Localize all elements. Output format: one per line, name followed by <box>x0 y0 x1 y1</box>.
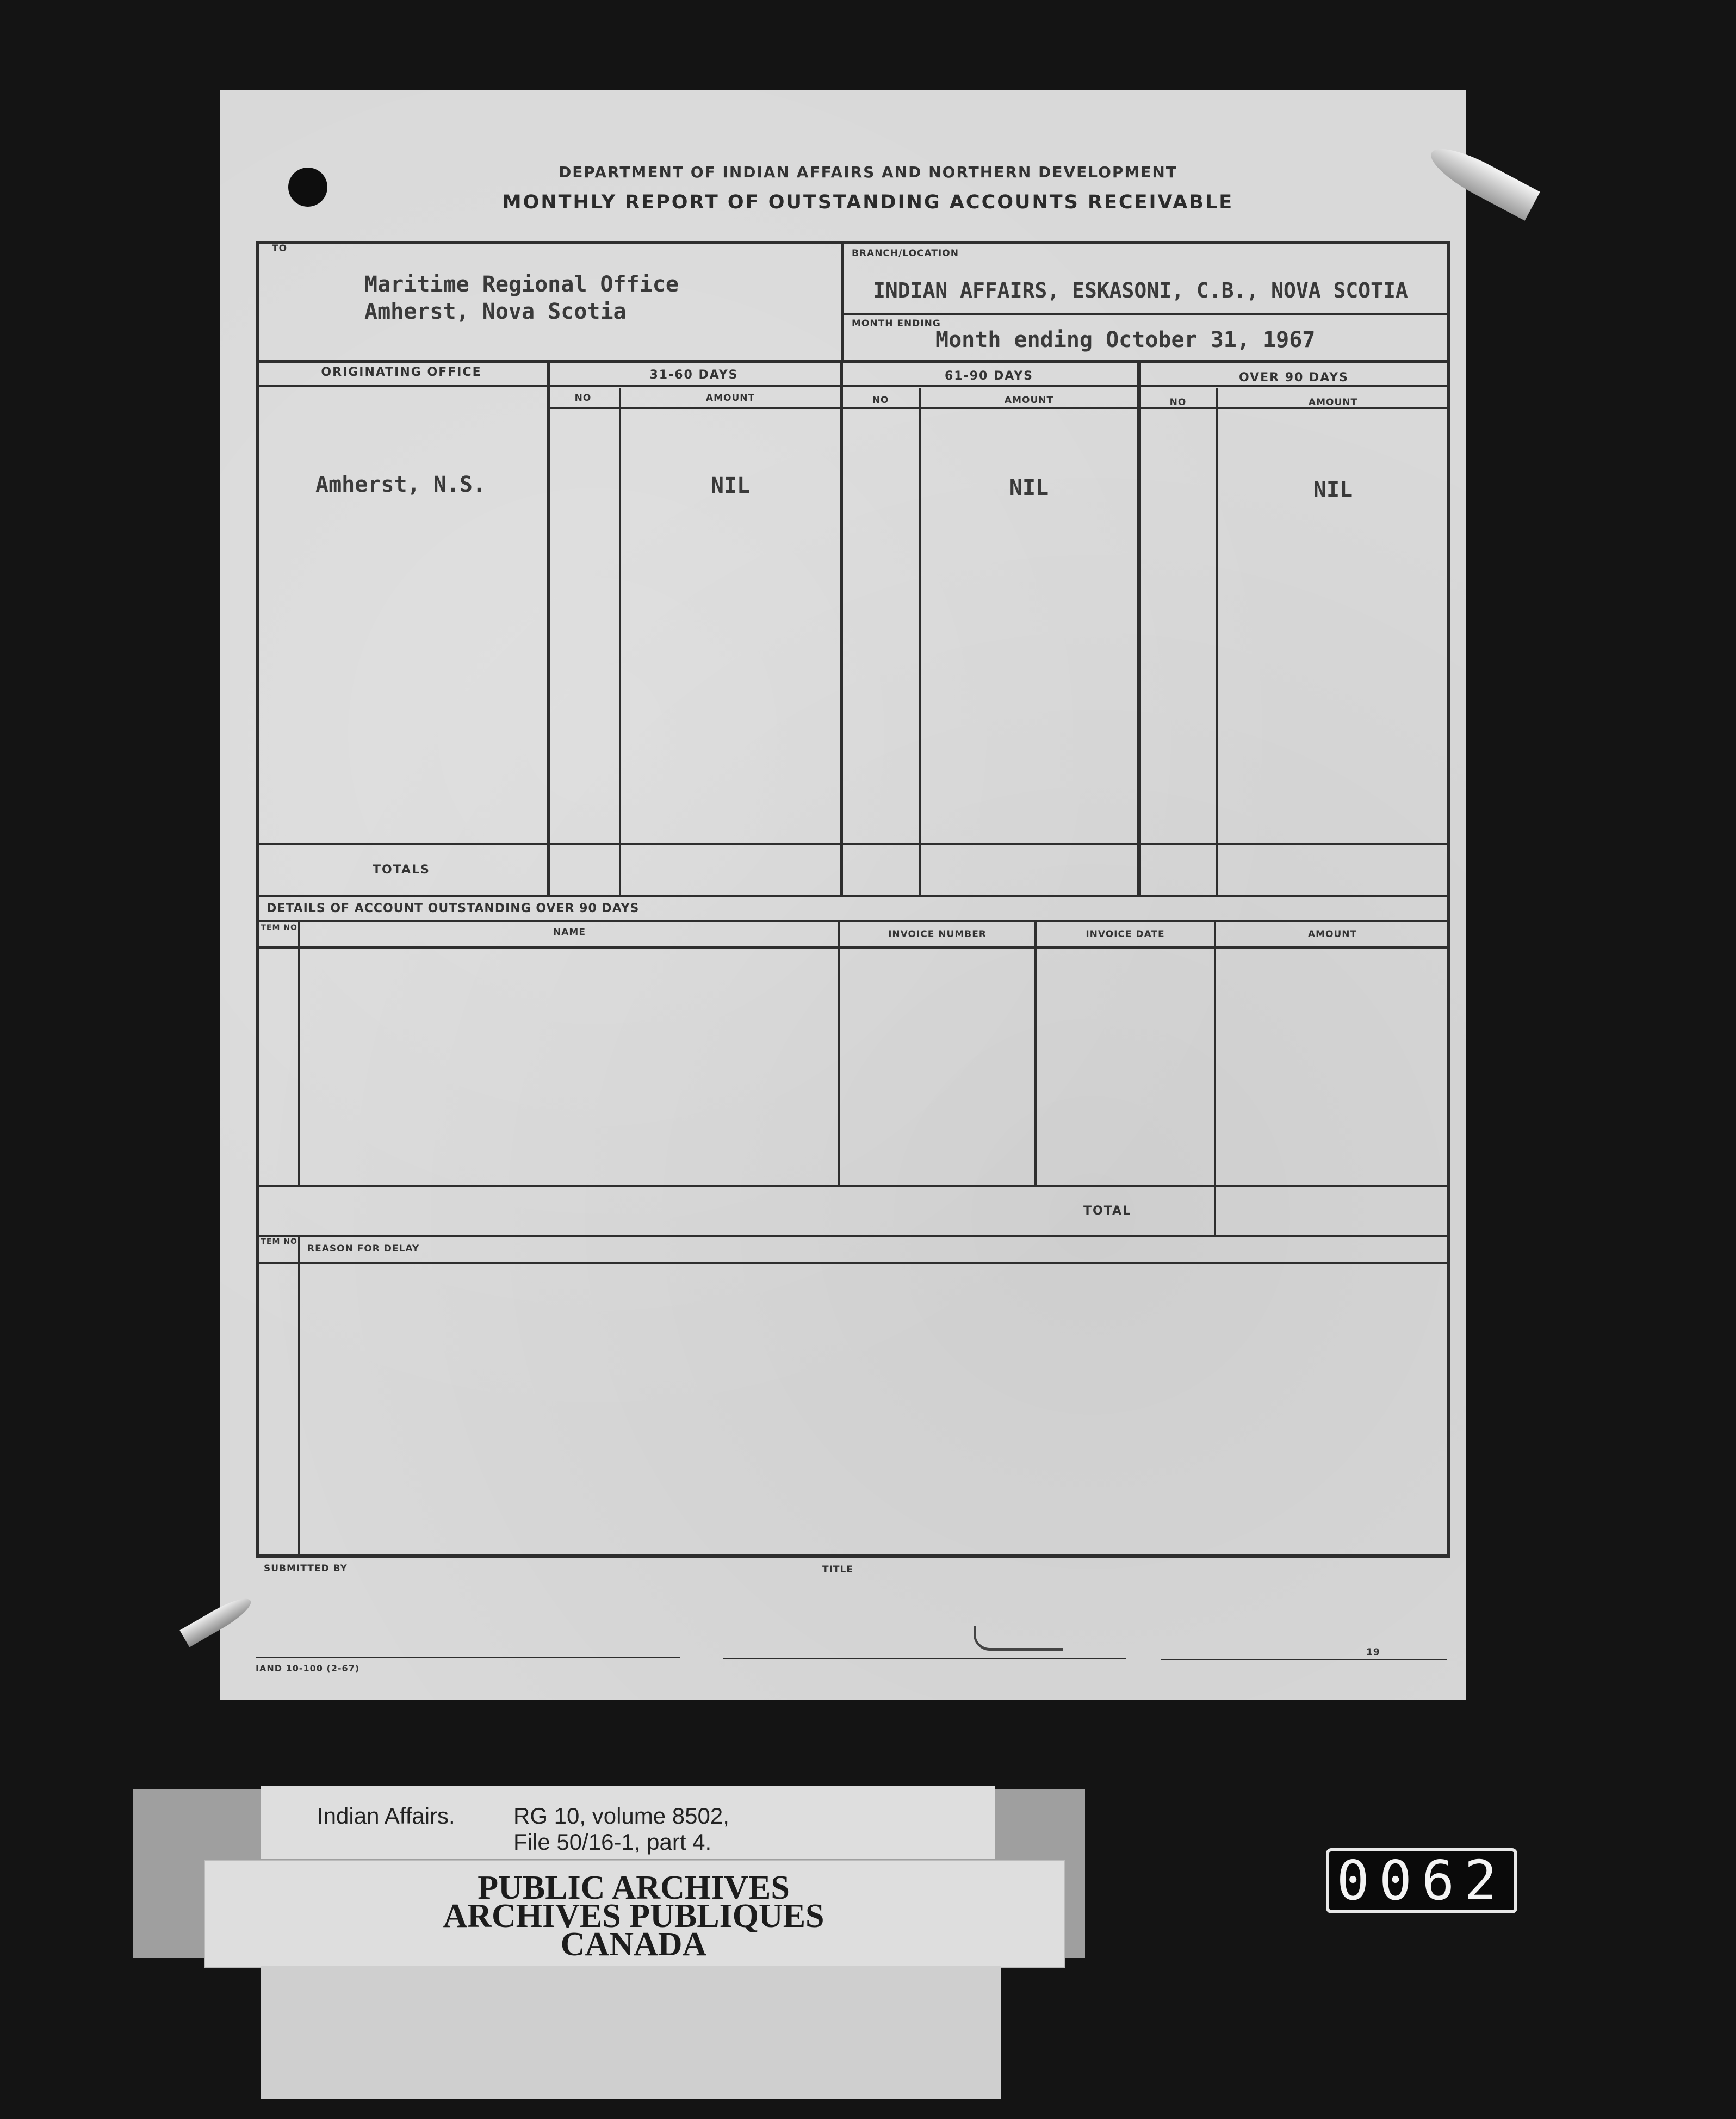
divider <box>298 920 300 1187</box>
originating-office-header: ORIGINATING OFFICE <box>321 365 482 379</box>
divider <box>256 1235 1450 1237</box>
year-prefix: 19 <box>1366 1647 1380 1658</box>
archive-reference-line-2: File 50/16-1, part 4. <box>513 1829 712 1855</box>
divider <box>619 388 621 896</box>
over-90-days-header: OVER 90 DAYS <box>1239 371 1349 385</box>
reason-for-delay-header: REASON FOR DELAY <box>307 1243 420 1254</box>
to-line-1: Maritime Regional Office <box>364 272 679 297</box>
archive-label-tail <box>261 1966 1001 2099</box>
details-title: DETAILS OF ACCOUNT OUTSTANDING OVER 90 DAYS <box>266 902 640 915</box>
divider <box>919 388 921 896</box>
divider <box>256 360 1450 363</box>
divider <box>1216 388 1218 896</box>
details-total-label: TOTAL <box>1083 1204 1132 1218</box>
signature-line <box>256 1657 680 1658</box>
divider <box>256 385 1450 387</box>
submitted-by-label: SUBMITTED BY <box>264 1563 348 1574</box>
amount-header-over-90: AMOUNT <box>1308 397 1358 408</box>
originating-office-value: Amherst, N.S. <box>315 472 486 497</box>
month-ending-value: Month ending October 31, 1967 <box>935 327 1316 352</box>
divider <box>256 1185 1450 1187</box>
month-ending-label: MONTH ENDING <box>852 318 941 329</box>
form-border-right <box>1447 241 1450 1557</box>
divider <box>841 313 1449 315</box>
divider <box>256 895 1450 897</box>
branch-value: INDIAN AFFAIRS, ESKASONI, C.B., NOVA SCOTIA <box>873 278 1408 302</box>
signature-mark <box>974 1626 1063 1651</box>
divider <box>298 1235 300 1556</box>
no-header-over-90: NO <box>1169 397 1187 408</box>
divider <box>838 920 840 1187</box>
form-border-top <box>258 241 1449 244</box>
divider <box>1137 360 1141 896</box>
to-line-2: Amherst, Nova Scotia <box>364 299 627 324</box>
department-heading: DEPARTMENT OF INDIAN AFFAIRS AND NORTHERN DEVELOPMENT <box>559 163 1177 181</box>
form-border-bottom <box>256 1554 1450 1558</box>
invoice-number-header: INVOICE NUMBER <box>888 929 987 940</box>
invoice-date-header: INVOICE DATE <box>1086 929 1165 940</box>
days-61-90-header: 61-90 DAYS <box>945 369 1033 383</box>
archive-reference-line-1: RG 10, volume 8502, <box>513 1803 729 1829</box>
divider <box>1034 920 1037 1187</box>
delay-item-no-header: ITEM NO <box>257 1237 297 1246</box>
divider <box>256 1262 1450 1264</box>
totals-label: TOTALS <box>373 863 430 877</box>
archive-source: Indian Affairs. <box>317 1803 455 1829</box>
divider <box>840 360 843 896</box>
no-header-31-60: NO <box>574 393 592 404</box>
to-label: TO <box>272 243 288 254</box>
details-item-no-header: ITEM NO <box>257 924 297 932</box>
divider <box>841 241 844 362</box>
details-amount-header: AMOUNT <box>1307 929 1357 940</box>
archive-stamp-line-1: PUBLIC ARCHIVES <box>478 1869 790 1906</box>
amount-over-90-value: NIL <box>1313 478 1353 503</box>
divider <box>256 920 1450 922</box>
divider <box>1214 920 1216 1236</box>
title-label: TITLE <box>822 1564 853 1575</box>
title-line <box>723 1658 1126 1659</box>
amount-header-61-90: AMOUNT <box>1004 395 1054 406</box>
days-31-60-header: 31-60 DAYS <box>649 368 739 382</box>
amount-61-90-value: NIL <box>1009 475 1049 500</box>
form-border-left <box>256 241 259 1557</box>
divider <box>256 843 1450 845</box>
archive-stamp-line-3: CANADA <box>560 1926 707 1963</box>
date-line <box>1161 1659 1447 1660</box>
report-title: MONTHLY REPORT OF OUTSTANDING ACCOUNTS RECEIVABLE <box>502 191 1234 213</box>
no-header-61-90: NO <box>872 395 889 406</box>
details-name-header: NAME <box>553 927 586 938</box>
form-number: IAND 10-100 (2-67) <box>256 1663 360 1674</box>
divider <box>256 946 1450 949</box>
branch-label: BRANCH/LOCATION <box>852 248 959 259</box>
amount-header-31-60: AMOUNT <box>705 393 755 404</box>
archive-stamp-line-2: ARCHIVES PUBLIQUES <box>443 1898 824 1935</box>
frame-number: 0062 <box>1326 1848 1517 1913</box>
amount-31-60-value: NIL <box>710 473 751 498</box>
divider <box>547 360 550 896</box>
